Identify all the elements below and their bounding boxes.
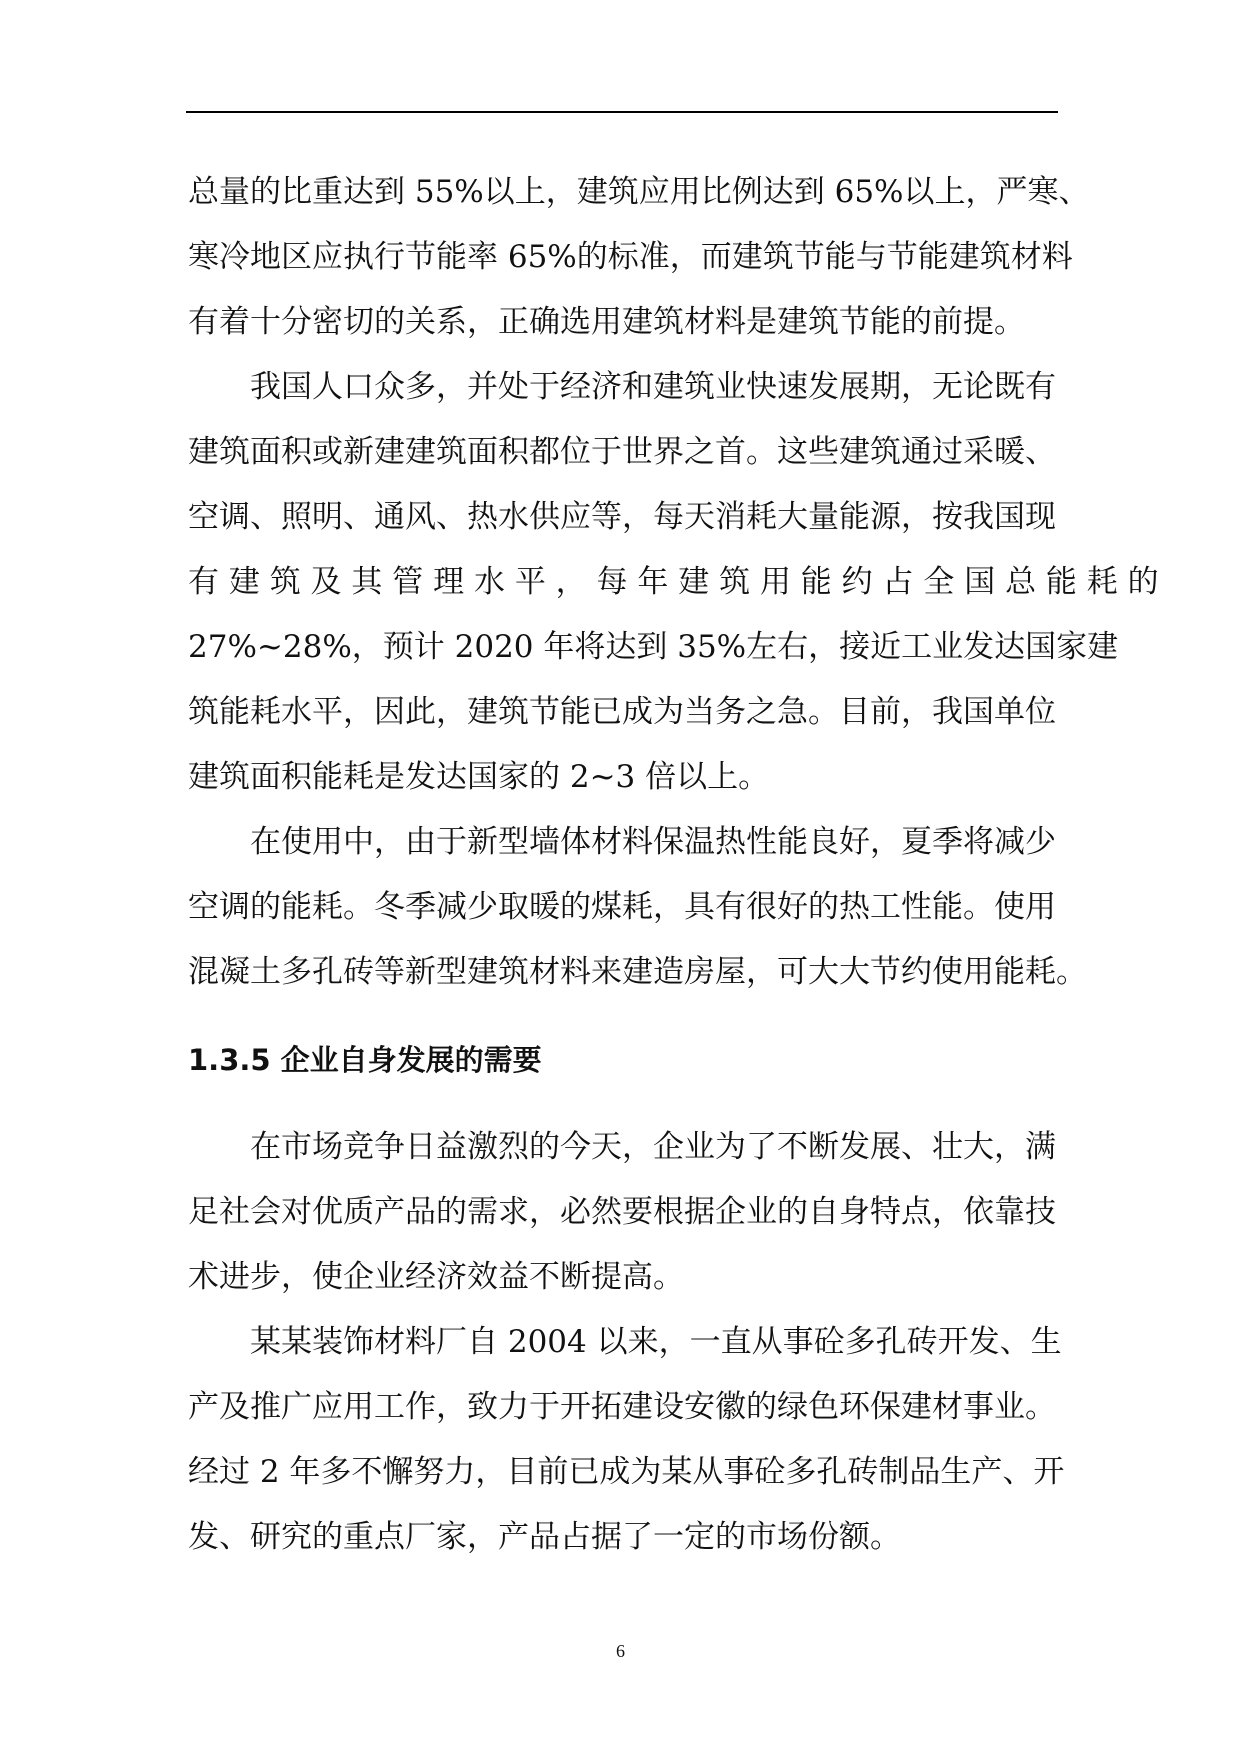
paragraph-line: 空调、照明、通风、热水供应等，每天消耗大量能源，按我国现 bbox=[188, 499, 1056, 535]
paragraph-4 bbox=[188, 1115, 1054, 1310]
paragraph-line: 建筑面积能耗是发达国家的 2~3 倍以上。 bbox=[188, 759, 770, 795]
paragraph-line: 27%~28%，预计 2020 年将达到 35%左右，接近工业发达国家建 bbox=[188, 629, 1119, 665]
document-body bbox=[188, 160, 1159, 1570]
page-number: 6 bbox=[616, 1641, 625, 1661]
paragraph-line: 术进步，使企业经济效益不断提高。 bbox=[188, 1259, 684, 1295]
paragraph-line: 空调的能耗。冬季减少取暖的煤耗，具有很好的热工性能。使用 bbox=[188, 889, 1056, 925]
paragraph-line: 产及推广应用工作，致力于开拓建设安徽的绿色环保建材事业。 bbox=[188, 1389, 1056, 1425]
paragraph-line: 有着十分密切的关系，正确选用建筑材料是建筑节能的前提。 bbox=[188, 304, 1025, 340]
paragraph-line: 混凝土多孔砖等新型建筑材料来建造房屋，可大大节约使用能耗。 bbox=[188, 954, 1087, 990]
header-rule bbox=[186, 111, 1058, 113]
paragraph-line: 有 建 筑 及 其 管 理 水 平 ， 每 年 建 筑 用 能 约 占 全 国 总 能 耗 的 bbox=[188, 564, 1159, 600]
paragraph-5 bbox=[188, 1310, 1065, 1570]
paragraph-2 bbox=[188, 355, 1159, 810]
paragraph-line: 总量的比重达到 55%以上，建筑应用比例达到 65%以上，严寒、 bbox=[188, 174, 1090, 210]
paragraph-line: 足社会对优质产品的需求，必然要根据企业的自身特点，依靠技 bbox=[188, 1194, 1056, 1230]
paragraph-line: 在使用中，由于新型墙体材料保温热性能良好，夏季将减少 bbox=[250, 824, 1056, 860]
paragraph-line: 在市场竞争日益激烈的今天，企业为了不断发展、壮大，满 bbox=[250, 1129, 1056, 1165]
paragraph-line: 我国人口众多，并处于经济和建筑业快速发展期，无论既有 bbox=[250, 369, 1056, 405]
paragraph-line: 某某装饰材料厂自 2004 以来，一直从事砼多孔砖开发、生 bbox=[250, 1324, 1062, 1360]
paragraph-line: 发、研究的重点厂家，产品占据了一定的市场份额。 bbox=[188, 1519, 901, 1555]
paragraph-line: 经过 2 年多不懈努力，目前已成为某从事砼多孔砖制品生产、开 bbox=[188, 1454, 1065, 1490]
paragraph-line: 寒冷地区应执行节能率 65%的标准，而建筑节能与节能建筑材料 bbox=[188, 239, 1073, 275]
section-heading: 1.3.5 企业自身发展的需要 bbox=[188, 1043, 542, 1077]
paragraph-1 bbox=[188, 160, 1090, 355]
paragraph-line: 筑能耗水平，因此，建筑节能已成为当务之急。目前，我国单位 bbox=[188, 694, 1056, 730]
paragraph-3 bbox=[188, 810, 1087, 1005]
paragraph-line: 建筑面积或新建建筑面积都位于世界之首。这些建筑通过采暖、 bbox=[188, 434, 1056, 470]
